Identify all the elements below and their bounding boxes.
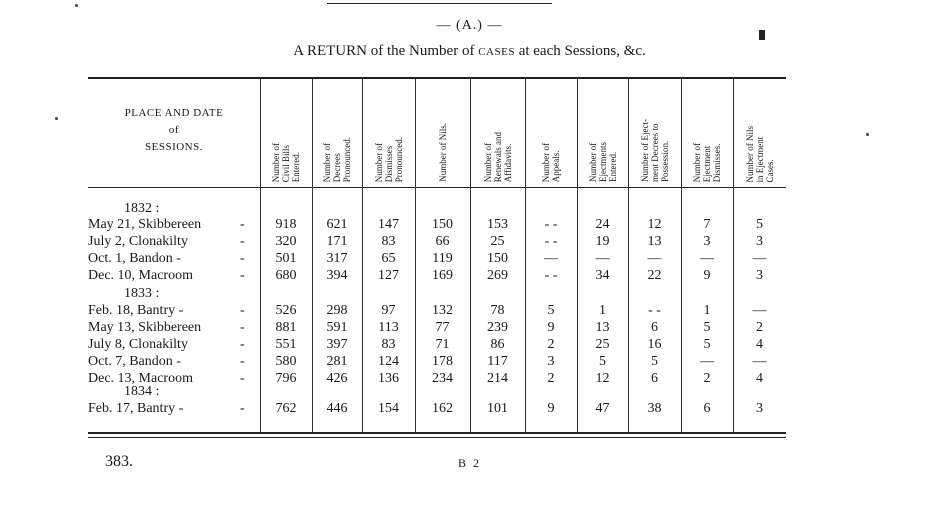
table-cell: 22 [647,268,662,283]
table-cell: 397 [326,337,348,352]
table-cell: 9 [547,401,555,416]
place-header-line2: of [168,124,180,136]
table-row [88,336,258,353]
title-cases: CASES [478,46,515,58]
column-header [525,82,577,182]
table-cell: 2 [547,337,555,352]
place-header-line1: PLACE AND DATE [124,107,224,119]
table-cell: 86 [490,337,505,352]
row-place: May 13, Skibbereen [88,320,202,335]
table-cell: 5 [756,217,763,232]
row-leader: - [240,320,245,335]
row-leader: - [240,303,245,318]
table-cell: 6 [651,320,658,335]
row-leader: - [240,401,245,416]
row-leader: - [240,268,245,283]
table-title [0,43,939,60]
table-cell: 5 [651,354,658,369]
year-label: 1834 : [124,384,160,399]
table-cell: 621 [326,217,348,232]
table-cell: 2 [547,371,555,386]
column-header-text: Number of Ejectment Dismisses. [692,142,722,182]
table-cell: 150 [487,251,508,266]
column-header [628,82,681,182]
table-cell: 117 [487,354,508,369]
row-place: Oct. 7, Bandon - [88,354,181,369]
table-cell: — [752,251,767,266]
table-cell: 178 [432,354,453,369]
table-cell: 124 [378,354,399,369]
table-cell: 47 [595,401,610,416]
column-header-text: Number of Nils in Ejectment Cases. [744,125,775,182]
table-row [88,216,258,233]
table-row [88,267,258,284]
table-cell: 162 [432,401,453,416]
table-cell: - - [544,234,558,249]
row-place: July 2, Clonakilty [88,234,188,249]
title-post: at each Sessions, &c. [514,43,646,59]
page-number: 383. [105,453,133,470]
row-leader: - [240,354,245,369]
table-bottom-rule [88,432,786,434]
table-cell: 5 [547,303,555,318]
table-row [88,353,258,370]
row-place: July 8, Clonakilty [88,337,188,352]
column-header [260,82,312,182]
table-cell: 16 [647,337,662,352]
table-cell: 501 [275,251,297,266]
table-cell: 446 [326,401,348,416]
row-place: Feb. 17, Bantry - [88,401,184,416]
table-cell: 591 [326,320,348,335]
table-cell: — [544,251,558,266]
table-cell: 65 [381,251,396,266]
row-leader: - [240,217,245,232]
table-cell: 119 [432,251,453,266]
table-cell: 918 [275,217,297,232]
table-cell: 34 [595,268,610,283]
table-cell: — [647,251,662,266]
row-place: Oct. 1, Bandon - [88,251,181,266]
table-cell: 214 [487,371,508,386]
table-cell: 83 [381,337,396,352]
speck [866,133,869,136]
column-header [681,82,733,182]
column-header [470,82,525,182]
column-header-text: Number of Appeals. [541,142,561,182]
table-row [88,302,258,319]
table-cell: 269 [487,268,508,283]
column-header-text: Number of Ejectments Entered. [587,142,618,182]
table-cell: 3 [756,268,763,283]
top-rule [327,3,552,4]
table-cell: 127 [378,268,399,283]
table-cell: 83 [381,234,396,249]
table-row [88,319,258,336]
table-cell: 169 [432,268,453,283]
table-cell: 239 [487,320,508,335]
table-cell: 38 [647,401,662,416]
table-cell: 25 [595,337,610,352]
year-label: 1832 : [124,201,160,216]
column-header-text: Number of Eject- ment Decrees to Possession. [639,119,670,182]
row-leader: - [240,337,245,352]
table-cell: 25 [490,234,505,249]
table-cell: 97 [381,303,396,318]
table-cell: 3 [703,234,711,249]
table-cell: 1 [599,303,606,318]
table-row [88,233,258,250]
row-leader: - [240,234,245,249]
table-cell: 394 [326,268,348,283]
table-cell: - - [544,268,558,283]
table-cell: 298 [326,303,348,318]
column-header [312,82,362,182]
table-cell: 881 [275,320,297,335]
column-header [733,82,786,182]
column-header-text: Number of Dismisses Pronounced. [373,136,404,182]
table-cell: — [752,303,767,318]
table-cell: 113 [378,320,399,335]
table-cell: 13 [595,320,610,335]
signature-mark: B 2 [457,456,481,470]
table-cell: 317 [326,251,348,266]
table-row [88,250,258,267]
row-place: Dec. 10, Macroom [88,268,193,283]
table-row [88,400,258,417]
table-cell: 150 [432,217,453,232]
table-cell: 153 [487,217,508,232]
table-cell: 7 [703,217,711,232]
table-cell: - - [544,217,558,232]
table-cell: 762 [275,401,297,416]
table-cell: — [700,251,714,266]
table-cell: 12 [595,371,610,386]
table-cell: 132 [432,303,453,318]
table-cell: 154 [378,401,399,416]
table-row [88,370,258,387]
table-cell: 5 [703,337,711,352]
section-label: — (A.) — [436,18,503,33]
table-cell: 12 [647,217,662,232]
table-cell: 24 [595,217,610,232]
table-cell: 234 [432,371,453,386]
table-cell: - - [648,303,661,318]
table-cell: 6 [703,401,711,416]
table-cell: 3 [756,401,763,416]
table-bottom-rule-thin [88,437,786,438]
table-cell: 5 [703,320,711,335]
column-header-text: Number of Decrees Pronounced. [322,136,352,182]
column-header-text: Number of Renewals and Affidavits. [482,131,513,182]
table-cell: 71 [435,337,450,352]
table-cell: — [752,354,767,369]
table-cell: 796 [275,371,297,386]
row-leader: - [240,251,245,266]
year-label: 1833 : [124,286,160,301]
table-cell: 3 [756,234,763,249]
table-cell: 147 [378,217,399,232]
table-cell: 320 [275,234,297,249]
table-cell: 5 [599,354,606,369]
column-header-text: Number of Civil Bills Entered. [271,142,301,182]
table-cell: 136 [378,371,399,386]
table-cell: 66 [435,234,450,249]
table-cell: 19 [595,234,610,249]
table-cell: 551 [275,337,297,352]
column-header [577,82,628,182]
table-cell: 281 [326,354,348,369]
table-cell: 13 [647,234,662,249]
table-cell: 9 [547,320,555,335]
table-cell: 2 [703,371,711,386]
column-header [415,82,470,182]
speck [55,117,58,120]
row-place: May 21, Skibbereen [88,217,202,232]
table-cell: — [595,251,610,266]
table-cell: 4 [756,337,763,352]
table-cell: 580 [275,354,297,369]
table-cell: 171 [326,234,348,249]
row-leader: - [240,371,245,386]
row-place: Feb. 18, Bantry - [88,303,184,318]
row-place: Dec. 13, Macroom [88,371,193,386]
table-cell: — [700,354,714,369]
table-cell: 77 [435,320,450,335]
table-cell: 526 [275,303,297,318]
column-header-text: Number of Nils. [437,123,448,182]
table-cell: 78 [490,303,505,318]
place-header [88,105,260,156]
table-cell: 3 [547,354,555,369]
table-cell: 4 [756,371,763,386]
table-cell: 9 [703,268,711,283]
table-cell: 426 [326,371,348,386]
column-header [362,82,415,182]
title-pre: A RETURN of the Number of [293,43,479,59]
speck [75,4,78,7]
table-cell: 2 [756,320,763,335]
place-header-line3: SESSIONS. [145,141,203,153]
table-cell: 6 [651,371,658,386]
table-cell: 1 [703,303,711,318]
table-cell: 101 [487,401,508,416]
table-cell: 680 [275,268,297,283]
